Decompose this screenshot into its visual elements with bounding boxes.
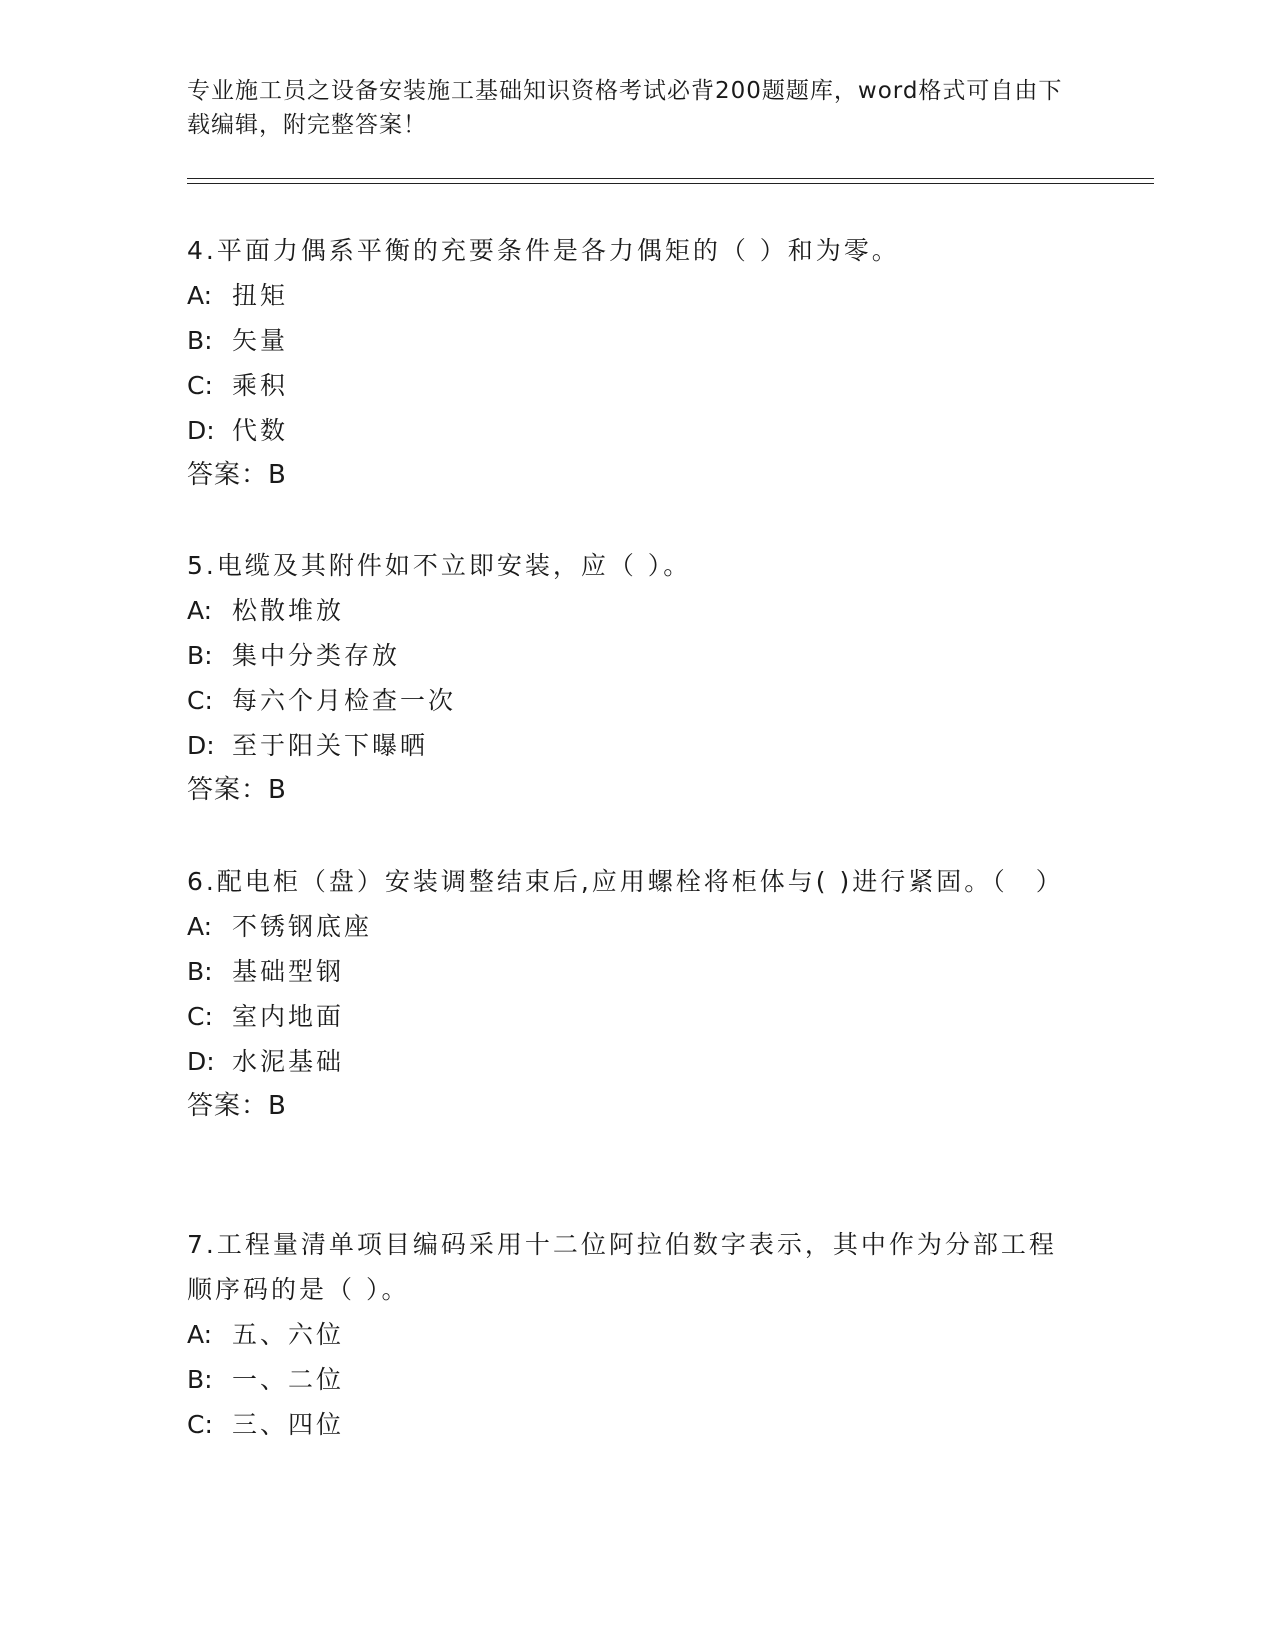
header-divider-bottom	[187, 183, 1154, 184]
option-letter: A:	[187, 912, 213, 941]
option-text: 代数	[232, 416, 289, 445]
option-b	[187, 318, 1067, 363]
option-a	[187, 1312, 1067, 1357]
option-c	[187, 994, 1067, 1039]
option-text: 一、二位	[232, 1365, 345, 1394]
option-text: 矢量	[232, 326, 289, 355]
option-text: 基础型钢	[232, 957, 345, 986]
option-letter: B:	[187, 641, 213, 670]
option-letter: A:	[187, 1320, 213, 1349]
option-a	[187, 588, 1067, 633]
option-text: 至于阳关下曝晒	[232, 731, 429, 760]
question-7	[187, 1222, 1067, 1447]
option-letter: A:	[187, 596, 213, 625]
option-letter: D:	[187, 416, 215, 445]
option-b	[187, 633, 1067, 678]
option-b	[187, 949, 1067, 994]
option-letter: C:	[187, 1410, 213, 1439]
question-4	[187, 228, 1067, 498]
question-stem: 5.电缆及其附件如不立即安装，应（ ）。	[187, 551, 692, 580]
option-text: 扭矩	[232, 281, 289, 310]
option-d	[187, 408, 1067, 453]
question-6	[187, 859, 1067, 1129]
question-stem: 4.平面力偶系平衡的充要条件是各力偶矩的（ ）和为零。	[187, 236, 900, 265]
question-5	[187, 543, 1067, 813]
option-letter: D:	[187, 1047, 215, 1076]
answer-line: 答案：B	[187, 460, 287, 490]
option-text: 乘积	[232, 371, 289, 400]
option-a	[187, 273, 1067, 318]
option-letter: B:	[187, 1365, 213, 1394]
question-stem: 6.配电柜（盘）安装调整结束后,应用螺栓将柜体与( )进行紧固。（ ）	[187, 867, 1064, 896]
option-a	[187, 904, 1067, 949]
option-letter: C:	[187, 686, 213, 715]
option-b	[187, 1357, 1067, 1402]
option-letter: B:	[187, 326, 213, 355]
option-letter: C:	[187, 1002, 213, 1031]
option-d	[187, 1039, 1067, 1084]
option-text: 每六个月检查一次	[232, 686, 457, 715]
option-text: 水泥基础	[232, 1047, 345, 1076]
option-d	[187, 723, 1067, 768]
option-c	[187, 678, 1067, 723]
option-letter: D:	[187, 731, 215, 760]
option-text: 三、四位	[232, 1410, 345, 1439]
option-text: 五、六位	[232, 1320, 345, 1349]
option-letter: A:	[187, 281, 213, 310]
option-c	[187, 363, 1067, 408]
option-text: 室内地面	[232, 1002, 345, 1031]
option-text: 不锈钢底座	[232, 912, 373, 941]
answer-line: 答案：B	[187, 775, 287, 805]
option-text: 集中分类存放	[232, 641, 401, 670]
answer-line: 答案：B	[187, 1091, 287, 1121]
document-header: 专业施工员之设备安装施工基础知识资格考试必背200题题库，word格式可自由下载编辑，附完整答案！	[187, 78, 1063, 138]
header-divider-top	[187, 178, 1154, 179]
option-letter: C:	[187, 371, 213, 400]
option-c	[187, 1402, 1067, 1447]
question-stem: 7.工程量清单项目编码采用十二位阿拉伯数字表示，其中作为分部工程顺序码的是（ ）。	[187, 1230, 1057, 1304]
option-text: 松散堆放	[232, 596, 345, 625]
option-letter: B:	[187, 957, 213, 986]
